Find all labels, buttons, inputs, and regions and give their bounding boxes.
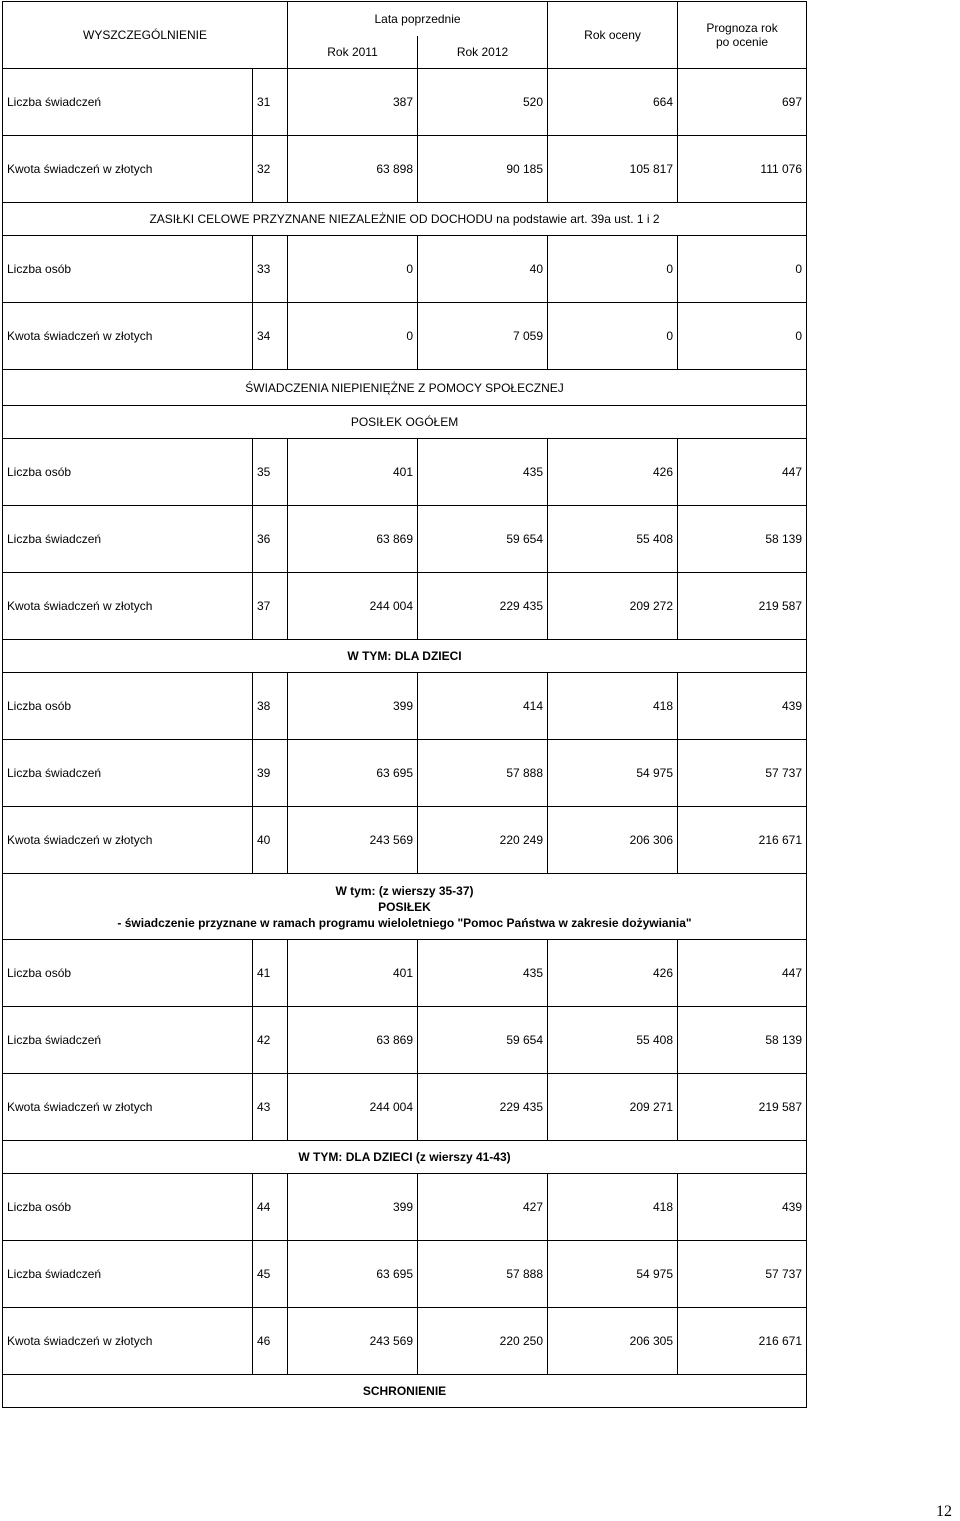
section-heading: W TYM: DLA DZIECI [3, 640, 807, 673]
row-number: 38 [253, 673, 288, 740]
table-row [3, 506, 807, 573]
table-row [3, 439, 807, 506]
row-label: Kwota świadczeń w złotych [3, 807, 253, 874]
value-forecast: 0 [678, 236, 807, 303]
row-number: 45 [253, 1241, 288, 1308]
value-2012: 435 [418, 940, 548, 1007]
value-2011: 387 [288, 69, 418, 136]
row-label: Liczba osób [3, 940, 253, 1007]
value-evaluation-year: 55 408 [548, 506, 678, 573]
value-2011: 401 [288, 940, 418, 1007]
row-label: Liczba świadczeń [3, 506, 253, 573]
value-forecast: 697 [678, 69, 807, 136]
value-evaluation-year: 418 [548, 673, 678, 740]
section-heading: W TYM: DLA DZIECI (z wierszy 41-43) [3, 1141, 807, 1174]
header-year-2012: Rok 2012 [418, 36, 548, 69]
value-2011: 63 869 [288, 506, 418, 573]
row-number: 44 [253, 1174, 288, 1241]
value-2011: 63 898 [288, 136, 418, 203]
table-row [3, 1308, 807, 1375]
value-evaluation-year: 418 [548, 1174, 678, 1241]
value-evaluation-year: 209 272 [548, 573, 678, 640]
value-evaluation-year: 209 271 [548, 1074, 678, 1141]
table-row [3, 673, 807, 740]
section-heading-line: POSIŁEK [378, 899, 431, 914]
table-row [3, 1241, 807, 1308]
value-2011: 63 869 [288, 1007, 418, 1074]
section-row [3, 874, 807, 940]
value-forecast: 57 737 [678, 1241, 807, 1308]
row-number: 33 [253, 236, 288, 303]
row-label: Liczba świadczeń [3, 1241, 253, 1308]
section-heading: ZASIŁKI CELOWE PRZYZNANE NIEZALEŻNIE OD DOCHODU na podstawie art. 39a ust. 1 i 2 [3, 203, 807, 236]
section-row [3, 1141, 807, 1174]
report-table [2, 1, 807, 1408]
value-forecast: 439 [678, 1174, 807, 1241]
header-description: WYSZCZEGÓLNIENIE [3, 2, 288, 69]
value-forecast: 447 [678, 940, 807, 1007]
header-forecast-line1: Prognoza rok [706, 21, 778, 35]
value-forecast: 58 139 [678, 1007, 807, 1074]
value-2012: 435 [418, 439, 548, 506]
row-label: Liczba osób [3, 673, 253, 740]
table-row [3, 1007, 807, 1074]
section-row [3, 1375, 807, 1408]
row-label: Kwota świadczeń w złotych [3, 136, 253, 203]
table-row [3, 740, 807, 807]
section-row [3, 640, 807, 673]
table-row [3, 136, 807, 203]
table-row [3, 573, 807, 640]
value-evaluation-year: 206 306 [548, 807, 678, 874]
row-label: Liczba osób [3, 1174, 253, 1241]
value-2012: 59 654 [418, 506, 548, 573]
value-2012: 414 [418, 673, 548, 740]
row-label: Kwota świadczeń w złotych [3, 1074, 253, 1141]
value-2011: 63 695 [288, 1241, 418, 1308]
value-evaluation-year: 105 817 [548, 136, 678, 203]
value-evaluation-year: 0 [548, 236, 678, 303]
table-row [3, 1074, 807, 1141]
header-evaluation-year: Rok oceny [548, 2, 678, 69]
value-forecast: 439 [678, 673, 807, 740]
header-forecast-line2: po ocenie [716, 35, 769, 49]
value-forecast: 58 139 [678, 506, 807, 573]
row-label: Liczba świadczeń [3, 69, 253, 136]
row-number: 34 [253, 303, 288, 370]
value-2011: 244 004 [288, 573, 418, 640]
table-row [3, 1174, 807, 1241]
table-row [3, 940, 807, 1007]
value-forecast: 0 [678, 303, 807, 370]
value-evaluation-year: 54 975 [548, 1241, 678, 1308]
section-heading-line: - świadczenie przyznane w ramach programu wieloletniego "Pomoc Państwa w zakresie dożywiania" [117, 915, 692, 930]
row-number: 32 [253, 136, 288, 203]
value-2012: 220 249 [418, 807, 548, 874]
value-2011: 401 [288, 439, 418, 506]
section-row [3, 370, 807, 406]
row-label: Liczba osób [3, 439, 253, 506]
value-2012: 427 [418, 1174, 548, 1241]
section-heading [3, 874, 807, 940]
header-row-top [3, 2, 807, 36]
value-evaluation-year: 426 [548, 439, 678, 506]
row-number: 37 [253, 573, 288, 640]
page-number: 12 [936, 1503, 952, 1520]
row-number: 39 [253, 740, 288, 807]
row-number: 40 [253, 807, 288, 874]
value-forecast: 447 [678, 439, 807, 506]
value-forecast: 216 671 [678, 807, 807, 874]
row-number: 35 [253, 439, 288, 506]
table-row [3, 303, 807, 370]
value-2012: 57 888 [418, 1241, 548, 1308]
value-2012: 90 185 [418, 136, 548, 203]
value-evaluation-year: 664 [548, 69, 678, 136]
value-2012: 520 [418, 69, 548, 136]
value-2012: 57 888 [418, 740, 548, 807]
value-forecast: 219 587 [678, 1074, 807, 1141]
row-number: 41 [253, 940, 288, 1007]
row-label: Liczba świadczeń [3, 740, 253, 807]
value-2012: 40 [418, 236, 548, 303]
header-previous-years: Lata poprzednie [288, 2, 548, 36]
row-number: 43 [253, 1074, 288, 1141]
row-label: Kwota świadczeń w złotych [3, 573, 253, 640]
row-number: 36 [253, 506, 288, 573]
section-heading: SCHRONIENIE [3, 1375, 807, 1408]
value-evaluation-year: 54 975 [548, 740, 678, 807]
value-2012: 59 654 [418, 1007, 548, 1074]
value-2011: 243 569 [288, 807, 418, 874]
value-2012: 229 435 [418, 1074, 548, 1141]
value-2011: 0 [288, 303, 418, 370]
value-2012: 7 059 [418, 303, 548, 370]
section-row [3, 406, 807, 439]
value-2011: 0 [288, 236, 418, 303]
section-heading-line: W tym: (z wierszy 35-37) [335, 883, 474, 898]
value-forecast: 57 737 [678, 740, 807, 807]
table-row [3, 69, 807, 136]
value-2011: 63 695 [288, 740, 418, 807]
row-label: Kwota świadczeń w złotych [3, 1308, 253, 1375]
value-forecast: 216 671 [678, 1308, 807, 1375]
value-2012: 220 250 [418, 1308, 548, 1375]
value-2011: 244 004 [288, 1074, 418, 1141]
row-label: Kwota świadczeń w złotych [3, 303, 253, 370]
value-2011: 243 569 [288, 1308, 418, 1375]
header-year-2011: Rok 2011 [288, 36, 418, 69]
value-2011: 399 [288, 673, 418, 740]
table-row [3, 807, 807, 874]
value-evaluation-year: 0 [548, 303, 678, 370]
value-forecast: 111 076 [678, 136, 807, 203]
value-2011: 399 [288, 1174, 418, 1241]
row-number: 46 [253, 1308, 288, 1375]
value-evaluation-year: 206 305 [548, 1308, 678, 1375]
section-heading: ŚWIADCZENIA NIEPIENIĘŻNE Z POMOCY SPOŁECZNEJ [3, 370, 807, 406]
row-label: Liczba świadczeń [3, 1007, 253, 1074]
header-forecast [678, 2, 807, 69]
table-row [3, 236, 807, 303]
value-forecast: 219 587 [678, 573, 807, 640]
row-number: 42 [253, 1007, 288, 1074]
value-2012: 229 435 [418, 573, 548, 640]
section-heading: POSIŁEK OGÓŁEM [3, 406, 807, 439]
section-row [3, 203, 807, 236]
value-evaluation-year: 55 408 [548, 1007, 678, 1074]
value-evaluation-year: 426 [548, 940, 678, 1007]
row-number: 31 [253, 69, 288, 136]
row-label: Liczba osób [3, 236, 253, 303]
